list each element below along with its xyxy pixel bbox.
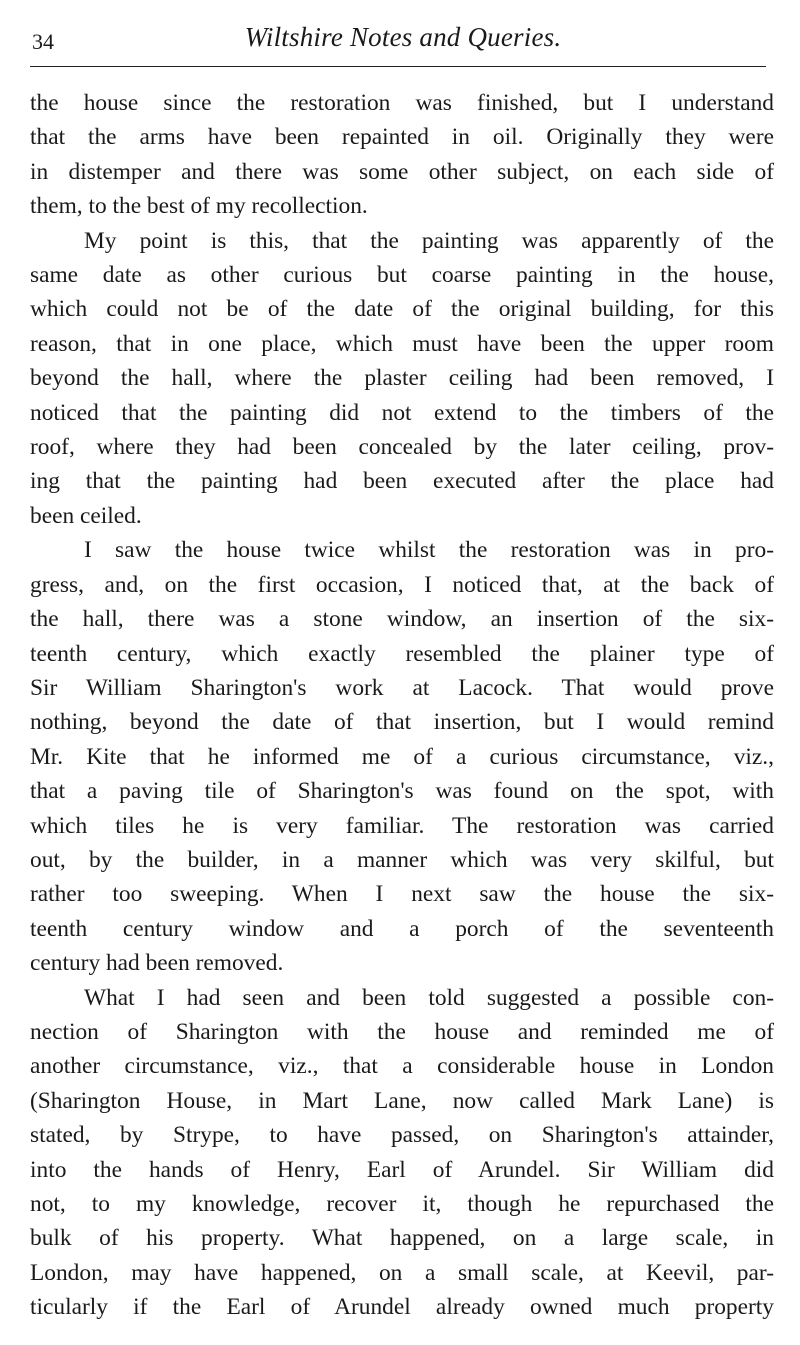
text-line: century had been removed. [30,950,284,977]
text-line: What I had seen and been told suggested a possible con- [84,984,774,1011]
text-line: nothing, beyond the date of that insertion, but I would remind [30,709,774,736]
text-line: same date as other curious but coarse painting in the house, [30,262,774,289]
text-line: London, may have happened, on a small scale, at Keevil, par- [30,1259,774,1286]
text-line: roof, where they had been concealed by the later ceiling, prov- [30,434,774,461]
text-line: Mr. Kite that he informed me of a curious circumstance, viz., [30,743,774,770]
text-line: the hall, there was a stone window, an insertion of the six- [30,606,774,633]
text-line: (Sharington House, in Mart Lane, now called Mark Lane) is [30,1087,774,1114]
paragraph [30,224,774,534]
text-line: not, to my knowledge, recover it, though he repurchased the [30,1191,774,1217]
text-line: ticularly if the Earl of Arundel already owned much property [30,1294,774,1321]
text-line: in distemper and there was some other subject, on each side of [30,158,774,185]
text-line: which could not be of the date of the original building, for this [30,296,774,323]
page-number: 34 [32,29,54,54]
paragraph [30,981,774,1325]
body-text [30,86,774,1325]
text-line: gress, and, on the first occasion, I noticed that, at the back of [30,571,774,598]
text-line: them, to the best of my recollection. [30,193,368,220]
header-rule [30,66,766,67]
paragraph [30,533,774,980]
text-line: ing that the painting had been executed after the place had [30,468,774,495]
text-line: out, by the builder, in a manner which was very skilful, but [30,846,774,873]
text-line: nection of Sharington with the house and reminded me of [30,1018,774,1045]
text-line: Sir William Sharington's work at Lacock. That would prove [30,674,774,701]
text-line: reason, that in one place, which must have been the upper room [30,330,774,357]
text-line: teenth century, which exactly resembled the plainer type of [30,640,774,667]
running-title: Wiltshire Notes and Queries. [244,22,562,52]
text-line: another circumstance, viz., that a considerable house in London [30,1053,774,1080]
text-line: beyond the hall, where the plaster ceiling had been removed, I [30,365,774,392]
text-line: been ceiled. [30,502,142,529]
document-page [30,0,776,1321]
text-line: bulk of his property. What happened, on a large scale, in [30,1225,774,1252]
text-line: noticed that the painting did not extend to the timbers of the [30,399,774,426]
page-header [30,0,776,64]
text-line: rather too sweeping. When I next saw the house the six- [30,881,774,908]
text-line: the house since the restoration was finished, but I understand [30,90,774,116]
text-line: stated, by Strype, to have passed, on Sharington's attainder, [30,1122,774,1149]
text-line: that a paving tile of Sharington's was found on the spot, with [30,778,774,805]
text-line: I saw the house twice whilst the restoration was in pro- [84,537,774,564]
paragraph [30,86,774,224]
text-line: which tiles he is very familiar. The restoration was carried [30,812,774,839]
text-line: teenth century window and a porch of the seventeenth [30,915,774,942]
text-line: into the hands of Henry, Earl of Arundel. Sir William did [30,1156,774,1183]
text-line: that the arms have been repainted in oil. Originally they were [30,124,774,151]
text-line: My point is this, that the painting was apparently of the [84,227,774,254]
